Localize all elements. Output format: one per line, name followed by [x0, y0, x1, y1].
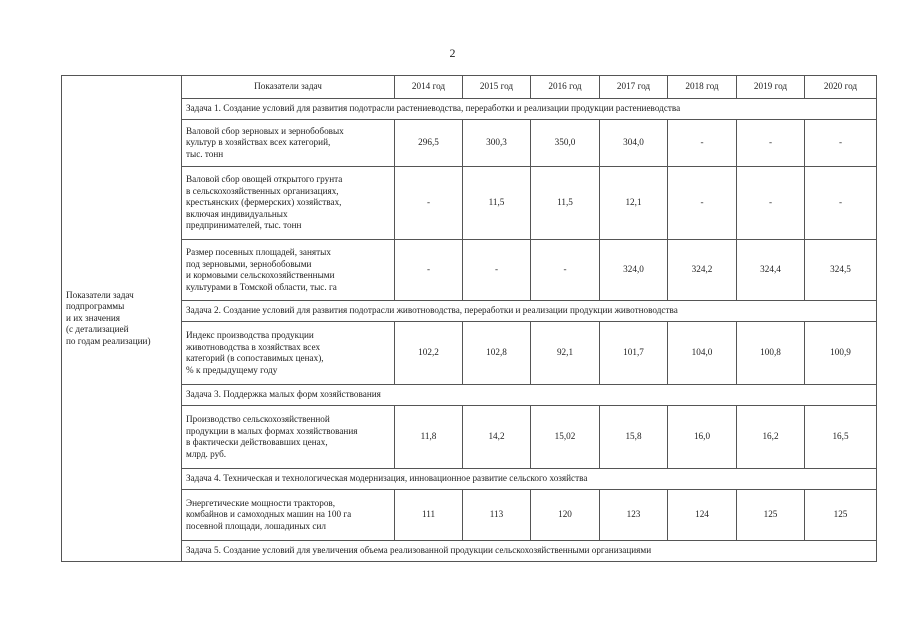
task-title: Задача 3. Поддержка малых форм хозяйствования [182, 385, 877, 406]
indicator-name-line: крестьянских (фермерских) хозяйствах, [186, 197, 342, 208]
indicator-value: 120 [531, 490, 600, 541]
indicator-name [182, 240, 395, 301]
indicator-name [182, 322, 395, 385]
indicator-row [62, 406, 877, 469]
left-label-line: подпрограммы [66, 301, 125, 312]
indicator-value: 16,0 [668, 406, 737, 469]
indicator-value: 100,9 [805, 322, 877, 385]
indicator-name-line: включая индивидуальных [186, 208, 288, 219]
indicator-value: 113 [463, 490, 531, 541]
header-year: 2018 год [668, 76, 737, 99]
task-row [62, 385, 877, 406]
left-label-line: и их значения [66, 312, 121, 323]
indicator-name-line: Производство сельскохозяйственной [186, 414, 330, 424]
indicator-value: 11,8 [395, 406, 463, 469]
indicator-name [182, 120, 395, 167]
left-label-line: по годам реализации) [66, 335, 151, 346]
indicator-value: - [395, 240, 463, 301]
header-indicator: Показатели задач [182, 76, 395, 99]
indicator-value: 12,1 [600, 167, 668, 240]
indicator-value: 16,2 [737, 406, 805, 469]
page-number: 2 [449, 46, 456, 60]
indicator-value: - [805, 120, 877, 167]
task-row [62, 301, 877, 322]
indicator-name-line: в фактически действовавших ценах, [186, 437, 328, 447]
indicator-value: 350,0 [531, 120, 600, 167]
indicator-value: 324,5 [805, 240, 877, 301]
indicator-name-line: культур в хозяйствах всех категорий, [186, 137, 331, 148]
indicator-name [182, 167, 395, 240]
indicator-name-line: категорий (в сопоставимых ценах), [186, 353, 324, 363]
indicator-name-line: посевной площади, лошадиных сил [186, 520, 326, 531]
indicator-name-line: Валовой сбор овощей открытого грунта [186, 174, 343, 185]
indicator-name-line: Размер посевных площадей, занятых [186, 247, 331, 257]
header-year: 2019 год [737, 76, 805, 99]
indicator-row [62, 240, 877, 301]
indicator-value: 11,5 [463, 167, 531, 240]
header-year: 2017 год [600, 76, 668, 99]
indicator-name-line: продукции в малых формах хозяйствования [186, 425, 358, 436]
indicator-value: - [668, 167, 737, 240]
indicator-name-line: комбайнов и самоходных машин на 100 га [186, 509, 352, 520]
indicator-value: 11,5 [531, 167, 600, 240]
indicator-value: 15,02 [531, 406, 600, 469]
task-title: Задача 2. Создание условий для развития подотрасли животноводства, переработки и реализации продукции животноводства [182, 301, 877, 322]
header-row [62, 76, 877, 99]
indicator-row [62, 120, 877, 167]
left-label-line: Показатели задач [66, 289, 134, 300]
indicator-value: 124 [668, 490, 737, 541]
indicator-value: - [737, 167, 805, 240]
indicator-row [62, 322, 877, 385]
indicator-value: 300,3 [463, 120, 531, 167]
indicator-value: - [531, 240, 600, 301]
indicator-value: - [737, 120, 805, 167]
indicator-value: 101,7 [600, 322, 668, 385]
indicator-value: 125 [805, 490, 877, 541]
indicator-value: 324,0 [600, 240, 668, 301]
indicator-value: 304,0 [600, 120, 668, 167]
indicator-value: 16,5 [805, 406, 877, 469]
indicator-value: 100,8 [737, 322, 805, 385]
indicator-row [62, 167, 877, 240]
task-row [62, 99, 877, 120]
indicator-name [182, 406, 395, 469]
left-label-line: (с детализацией [66, 324, 129, 335]
left-label-cell [62, 76, 182, 562]
indicator-value: 102,8 [463, 322, 531, 385]
indicator-value: 102,2 [395, 322, 463, 385]
indicator-name-line: % к предыдущему году [186, 364, 278, 375]
indicator-name-line: Валовой сбор зерновых и зернобобовых [186, 125, 344, 136]
indicator-value: 111 [395, 490, 463, 541]
indicators-table [61, 75, 877, 562]
indicator-value: - [463, 240, 531, 301]
indicator-value: 125 [737, 490, 805, 541]
indicator-value: 92,1 [531, 322, 600, 385]
indicator-name-line: культурами в Томской области, тыс. га [186, 281, 337, 292]
indicator-value: 296,5 [395, 120, 463, 167]
indicator-name-line: животноводства в хозяйствах всех [186, 341, 321, 352]
indicator-value: - [395, 167, 463, 240]
indicator-name-line: тыс. тонн [186, 148, 224, 159]
header-year: 2016 год [531, 76, 600, 99]
indicator-value: 123 [600, 490, 668, 541]
indicator-value: 15,8 [600, 406, 668, 469]
indicator-name-line: предпринимателей, тыс. тонн [186, 220, 302, 231]
indicator-value: 104,0 [668, 322, 737, 385]
task-title: Задача 4. Техническая и технологическая модернизация, инновационное развитие сельского хозяйства [182, 469, 877, 490]
indicator-value: - [805, 167, 877, 240]
header-year: 2014 год [395, 76, 463, 99]
indicator-name-line: млрд. руб. [186, 448, 227, 459]
header-year: 2015 год [463, 76, 531, 99]
indicator-value: 324,4 [737, 240, 805, 301]
indicator-value: 14,2 [463, 406, 531, 469]
task-title: Задача 1. Создание условий для развития подотрасли растениеводства, переработки и реализации продукции растениеводства [182, 99, 877, 120]
task-row [62, 541, 877, 562]
indicator-name-line: Индекс производства продукции [186, 330, 314, 340]
indicator-row [62, 490, 877, 541]
task-title: Задача 5. Создание условий для увеличения объема реализованной продукции сельскохозяйственными организациями [182, 541, 877, 562]
indicator-value: - [668, 120, 737, 167]
indicator-name-line: Энергетические мощности тракторов, [186, 497, 336, 508]
indicator-name-line: в сельскохозяйственных организациях, [186, 185, 339, 196]
indicator-name-line: под зерновыми, зернобобовыми [186, 258, 312, 269]
header-year: 2020 год [805, 76, 877, 99]
indicator-value: 324,2 [668, 240, 737, 301]
indicator-name [182, 490, 395, 541]
task-row [62, 469, 877, 490]
indicator-name-line: и кормовыми сельскохозяйственными [186, 270, 335, 280]
